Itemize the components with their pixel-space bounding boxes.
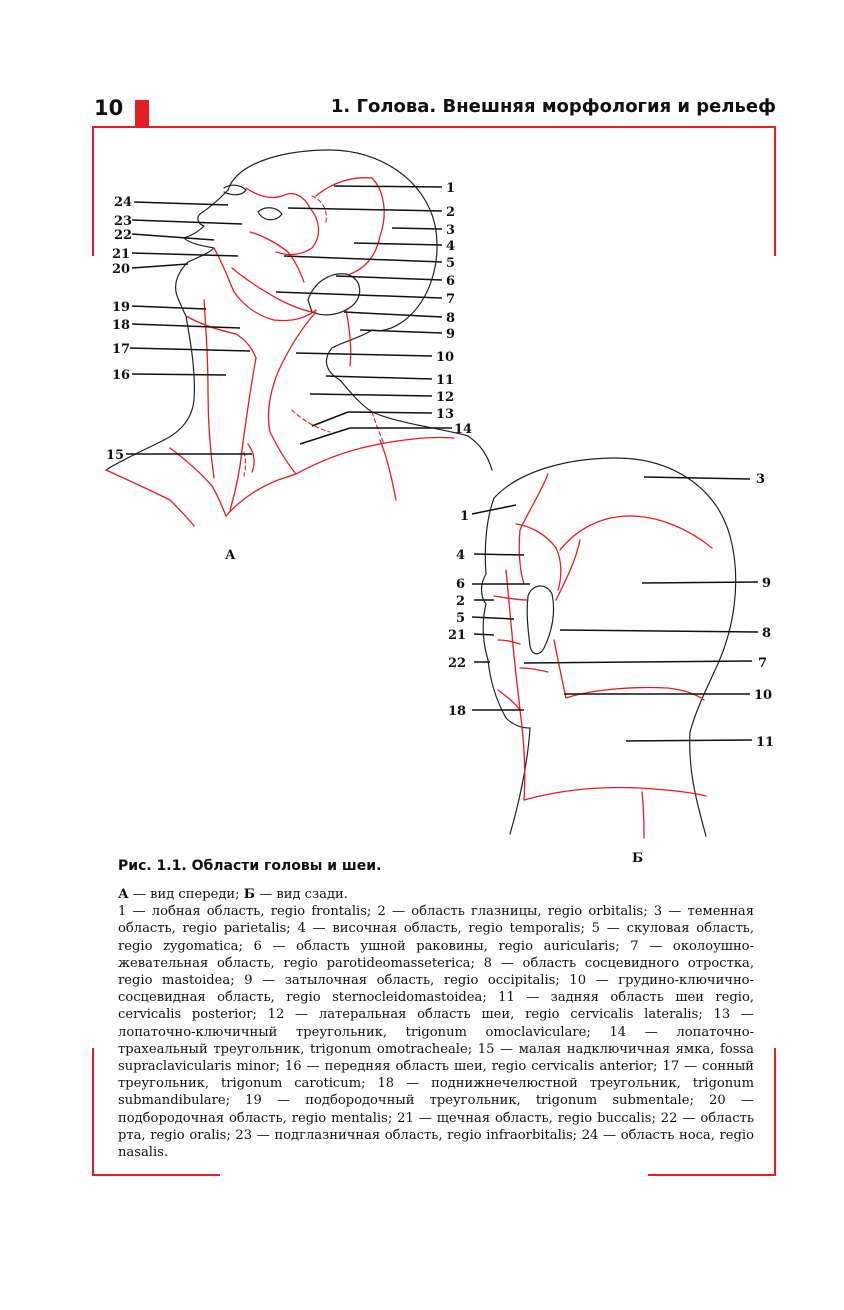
front-outline-skull [228, 150, 437, 331]
front-label-1: 1 [446, 181, 456, 196]
back-label-8: 8 [762, 626, 772, 641]
back-label-10: 10 [754, 688, 773, 703]
front-label-18: 18 [112, 318, 131, 333]
front-label-11: 11 [436, 373, 455, 388]
front-label-20: 20 [112, 262, 131, 277]
back-view-illustration [482, 458, 736, 838]
back-label-6: 6 [456, 577, 466, 592]
caption-views-line [118, 886, 754, 903]
front-label-8: 8 [446, 311, 456, 326]
caption-legend: 1 — лобная область, regio frontalis; 2 — область глазницы, regio orbitalis; 3 — теменная область, regio parietalis; 4 — височная область, regio temporalis; 5 — скуловая область, regio zygomatica; 6 — область ушной раковины, regio auricularis; 7 — околоушно-жевательная область, regio parotideomasseterica; 8 — область сосцевидного отростка, regio mastoidea; 9 — затылочная область, regio occipitalis; 10 — грудино-ключично-сосцевидная область, regio sternocleidomastoidea; 11 — задняя область шеи regio, cervicalis posterior; 12 — латеральная область шеи, regio cervicalis lateralis; 13 — лопаточно-ключичный треугольник, trigonum omoclaviculare; 14 — лопаточно-трахеальный треугольник, trigonum omotracheale; 15 — малая надключичная ямка, fossa supraclavicularis minor; 16 — передняя область шеи, regio cervicalis anterior; 17 — сонный треугольник, trigonum caroticum; 18 — поднижнечелюстной треугольник, trigonum submandibulare; 19 — подбородочный треугольник, trigonum submentale; 20 — подбородочная область, regio mentalis; 21 — щечная область, regio buccalis; 22 — область рта, regio oralis; 23 — подглазничная область, regio infraorbitalis; 24 — область носа, regio nasalis. [118, 904, 754, 1161]
back-label-2: 2 [456, 594, 466, 609]
front-outline-neck [106, 316, 194, 470]
front-label-15: 15 [106, 448, 125, 463]
back-outline-ear [527, 586, 553, 654]
front-label-2: 2 [446, 205, 456, 220]
view-b-text: — вид сзади. [254, 887, 348, 902]
front-label-12: 12 [436, 390, 455, 405]
back-label-3: 3 [756, 472, 766, 487]
front-label-23: 23 [114, 214, 133, 229]
back-label-4: 4 [456, 548, 466, 563]
view-a-label: А [225, 548, 236, 563]
front-label-17: 17 [112, 342, 131, 357]
front-label-19: 19 [112, 300, 131, 315]
front-label-24: 24 [114, 195, 133, 210]
back-label-11: 11 [756, 735, 775, 750]
figure-title: Области головы и шеи. [191, 858, 382, 874]
back-label-7: 7 [758, 656, 768, 671]
front-outline-eye [258, 208, 282, 220]
front-label-3: 3 [446, 223, 456, 238]
back-label-9: 9 [762, 576, 772, 591]
back-label-1: 1 [460, 509, 470, 524]
front-label-22: 22 [114, 228, 133, 243]
front-label-9: 9 [446, 327, 456, 342]
front-label-4: 4 [446, 239, 456, 254]
front-label-6: 6 [446, 274, 456, 289]
view-b-letter: Б [243, 887, 255, 902]
page-number: 10 [94, 96, 124, 120]
figure-number: Рис. 1.1. [118, 858, 187, 874]
back-outline-face [482, 498, 531, 834]
front-label-14: 14 [454, 422, 473, 437]
figure-caption-title [118, 858, 381, 874]
view-a-letter: А [118, 887, 129, 902]
front-label-13: 13 [436, 407, 455, 422]
back-label-18: 18 [448, 704, 467, 719]
back-label-22: 22 [448, 656, 467, 671]
back-label-21: 21 [448, 628, 467, 643]
front-label-16: 16 [112, 368, 131, 383]
front-label-5: 5 [446, 256, 456, 271]
front-label-10: 10 [436, 350, 455, 365]
running-title: 1. Голова. Внешняя морфология и рельеф [330, 96, 776, 117]
figure-caption-body [118, 886, 754, 1161]
view-a-text: — вид спереди; [128, 887, 244, 902]
front-view-illustration [106, 150, 492, 526]
front-label-7: 7 [446, 292, 456, 307]
view-b-label: Б [632, 851, 644, 866]
front-outline-face [176, 190, 228, 316]
back-label-5: 5 [456, 611, 466, 626]
front-label-21: 21 [112, 247, 131, 262]
